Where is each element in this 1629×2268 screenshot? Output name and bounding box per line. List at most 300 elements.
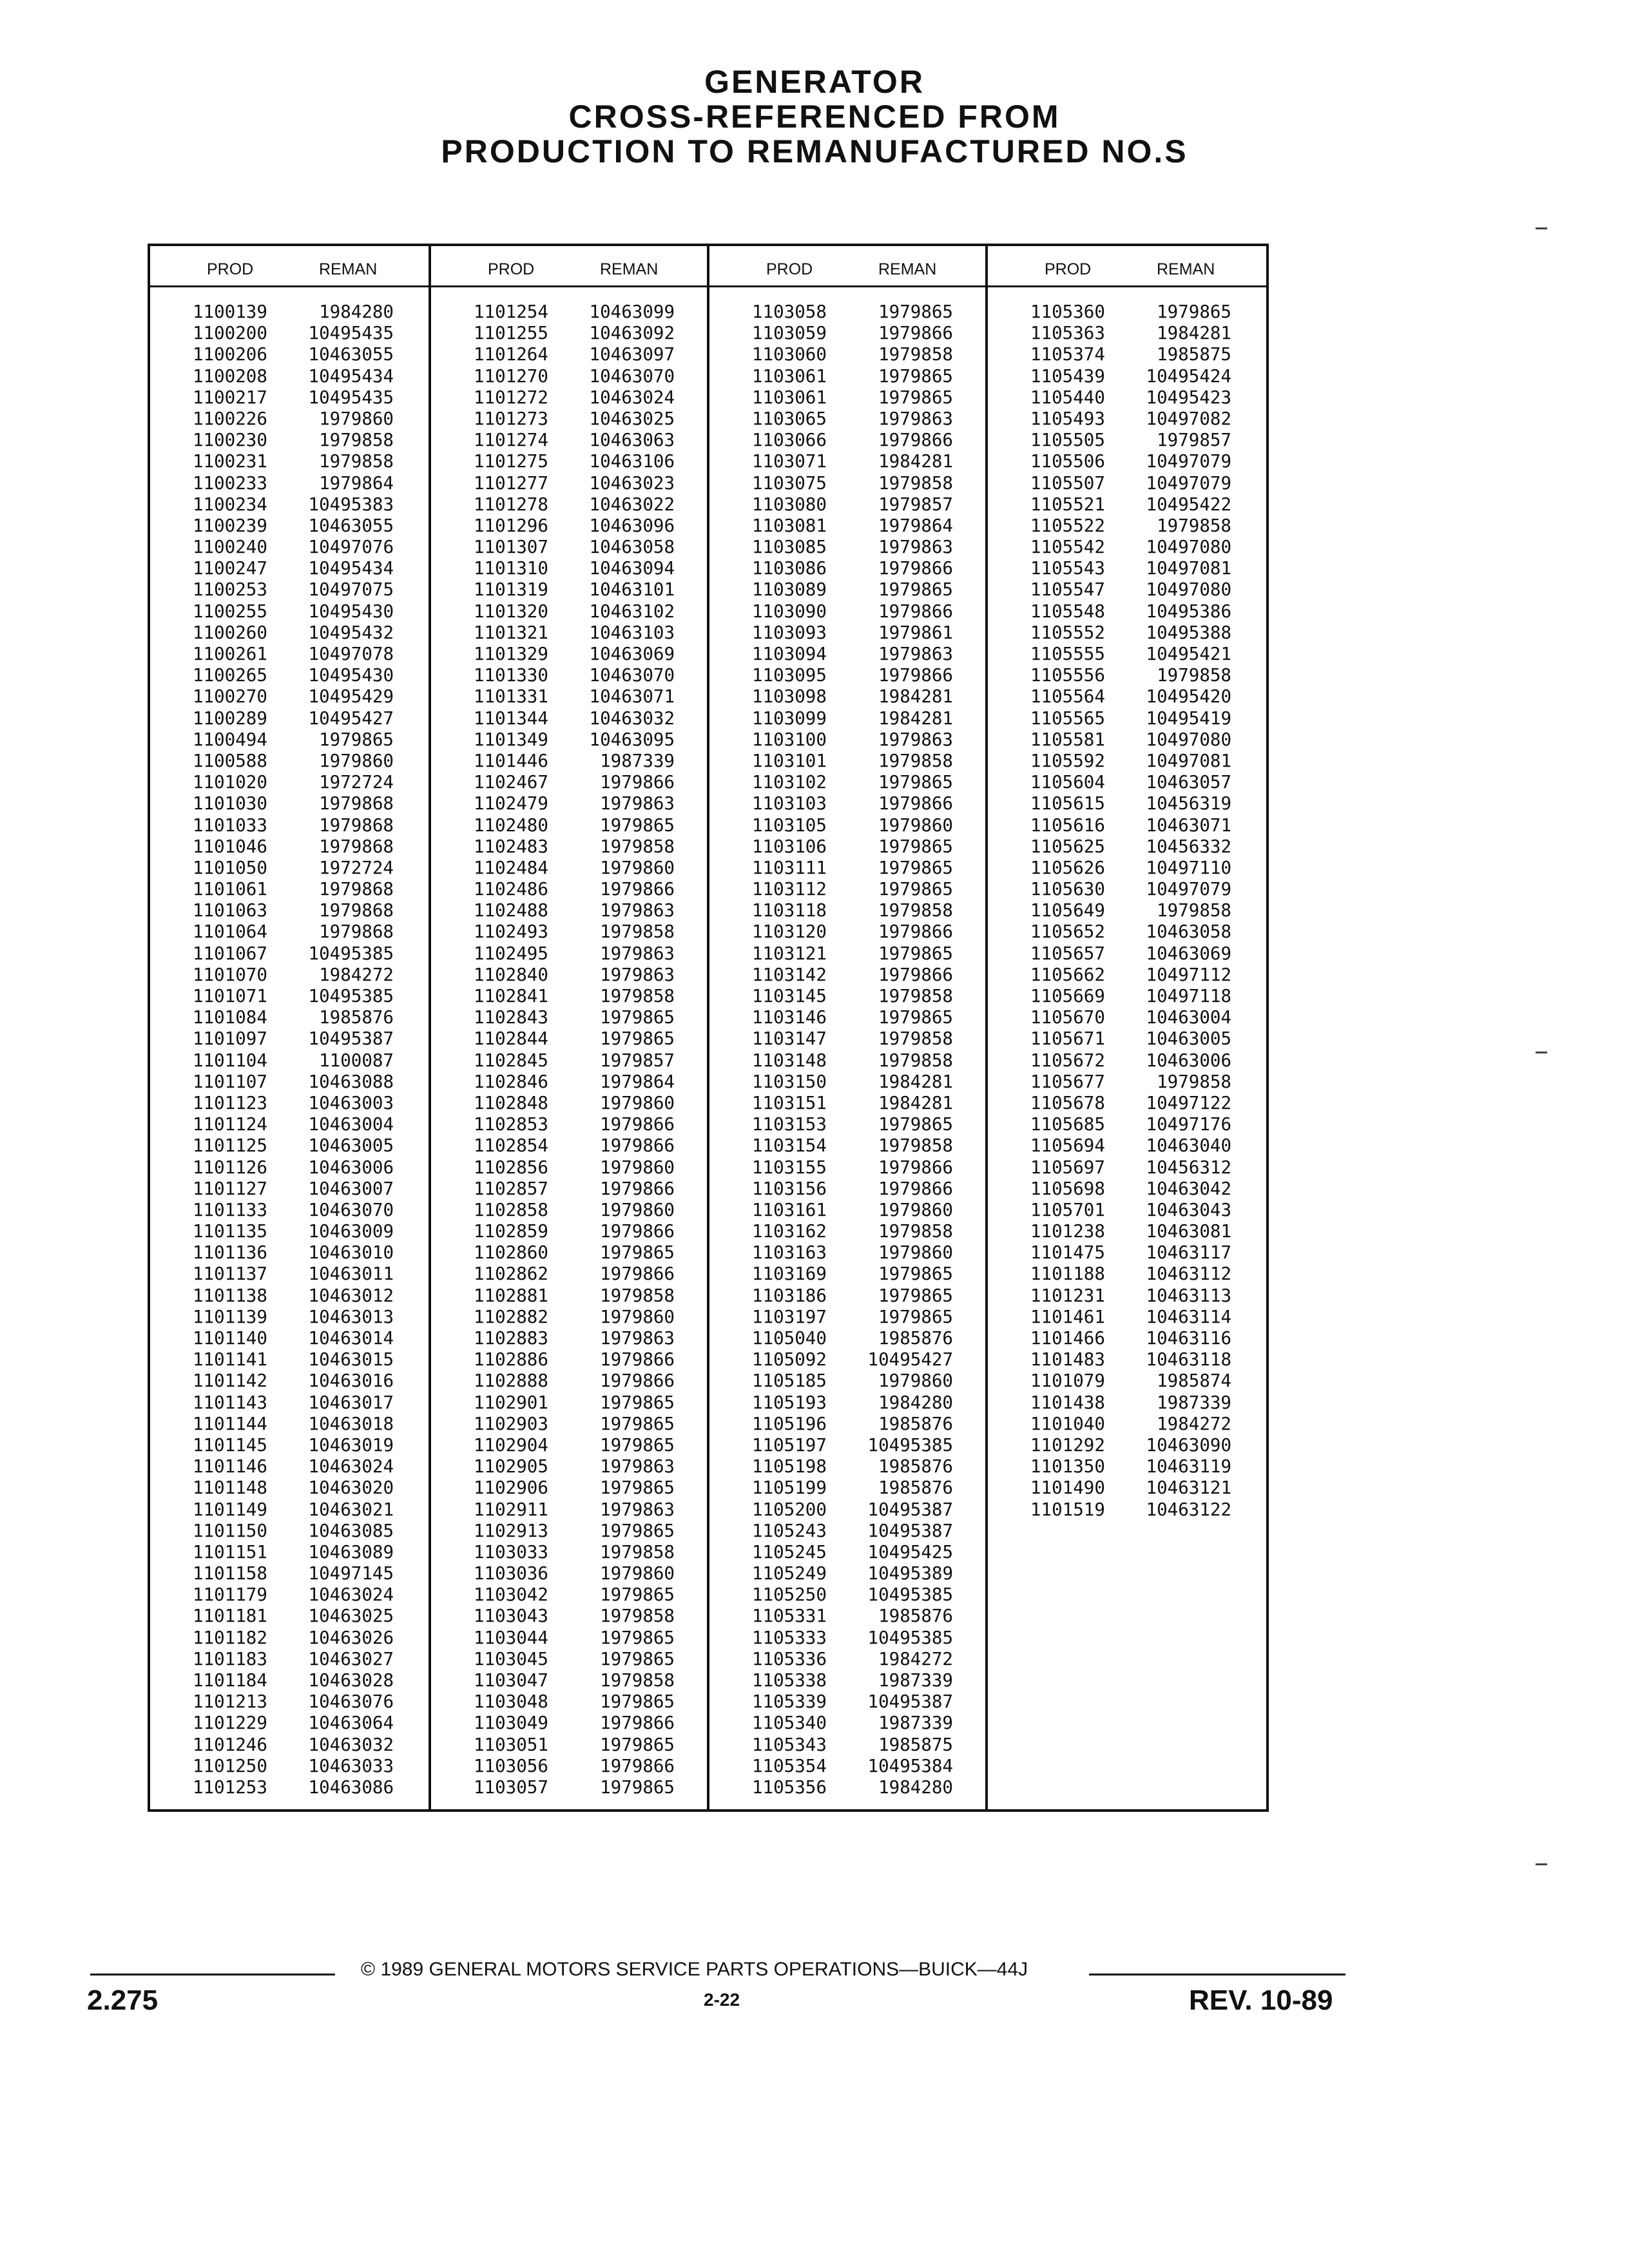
reman-number: 1985875 xyxy=(1157,344,1231,365)
reman-number: 10463055 xyxy=(308,344,394,365)
table-row xyxy=(431,1499,707,1521)
reman-number: 1979860 xyxy=(878,814,953,836)
prod-number: 1105670 xyxy=(1030,1007,1105,1028)
prod-number: 1103118 xyxy=(752,900,827,921)
reman-number: 1985876 xyxy=(878,1477,953,1499)
reman-number: 10463058 xyxy=(589,537,675,558)
prod-number: 1105507 xyxy=(1030,472,1105,494)
reman-number: 1979866 xyxy=(878,793,953,814)
reman-number: 1985876 xyxy=(319,1007,394,1028)
table-row xyxy=(709,1414,985,1435)
prod-number: 1101126 xyxy=(193,1157,267,1178)
table-row xyxy=(709,408,985,430)
prod-number: 1105592 xyxy=(1030,750,1105,771)
prod-number: 1101330 xyxy=(474,665,548,686)
table-row xyxy=(431,1563,707,1584)
reman-number: 10463003 xyxy=(308,1092,394,1113)
prod-number: 1102858 xyxy=(474,1199,548,1220)
table-row xyxy=(431,1456,707,1477)
prod-number: 1103098 xyxy=(752,686,827,707)
reman-number: 1979866 xyxy=(878,1178,953,1199)
reman-number: 10495385 xyxy=(308,943,394,964)
reman-number: 1979866 xyxy=(878,964,953,985)
prod-number: 1100265 xyxy=(193,665,267,686)
table-row xyxy=(709,601,985,622)
reman-number: 10495419 xyxy=(1146,707,1231,729)
table-row xyxy=(988,579,1266,601)
table-row xyxy=(988,1392,1266,1414)
reman-number: 10463011 xyxy=(308,1264,394,1285)
table-row xyxy=(150,1072,429,1093)
table-row xyxy=(988,430,1266,451)
reman-number: 10463013 xyxy=(308,1306,394,1327)
table-row xyxy=(709,1264,985,1285)
table-row xyxy=(988,965,1266,986)
table-row xyxy=(150,793,429,814)
prod-number: 1102903 xyxy=(474,1413,548,1434)
reman-number: 1979864 xyxy=(319,472,394,494)
reman-number: 10463040 xyxy=(1146,1135,1231,1157)
table-row xyxy=(431,537,707,558)
prod-number: 1101139 xyxy=(193,1306,267,1327)
table-row xyxy=(709,708,985,729)
prod-number: 1100270 xyxy=(193,686,267,707)
table-row xyxy=(988,836,1266,858)
footer-rule-left xyxy=(90,1974,335,1975)
prod-number: 1103147 xyxy=(752,1028,827,1050)
prod-number: 1105604 xyxy=(1030,772,1105,793)
table-row xyxy=(431,1606,707,1627)
reman-number: 1979865 xyxy=(1157,302,1231,322)
prod-number: 1103111 xyxy=(752,857,827,878)
reman-number: 10463088 xyxy=(308,1071,394,1092)
table-row xyxy=(150,302,429,323)
reman-number: 10463028 xyxy=(308,1670,394,1691)
table-row xyxy=(150,1435,429,1456)
prod-number: 1103186 xyxy=(752,1285,827,1306)
prod-number: 1101307 xyxy=(474,537,548,558)
reman-number: 1979858 xyxy=(600,921,675,943)
prod-number: 1103105 xyxy=(752,814,827,836)
table-row xyxy=(709,1135,985,1157)
footer-rule-right xyxy=(1089,1974,1345,1975)
reman-number: 10463122 xyxy=(1146,1499,1231,1520)
reman-number: 10463057 xyxy=(1146,772,1231,793)
table-row xyxy=(431,1178,707,1200)
prod-number: 1101127 xyxy=(193,1178,267,1199)
reman-number: 1979865 xyxy=(878,943,953,964)
prod-number: 1101254 xyxy=(474,302,548,322)
prod-number: 1101329 xyxy=(474,644,548,664)
prod-number: 1105662 xyxy=(1030,964,1105,985)
prod-number: 1105685 xyxy=(1030,1114,1105,1135)
prod-number: 1101483 xyxy=(1030,1349,1105,1370)
table-row xyxy=(709,986,985,1007)
table-row xyxy=(709,1563,985,1584)
prod-number: 1103081 xyxy=(752,515,827,536)
table-row xyxy=(431,1200,707,1221)
reman-number: 10463017 xyxy=(308,1392,394,1413)
prod-number: 1102483 xyxy=(474,836,548,857)
table-row xyxy=(150,1370,429,1392)
table-row xyxy=(988,1370,1266,1392)
reman-number: 10497122 xyxy=(1146,1092,1231,1113)
table-row xyxy=(709,451,985,472)
reman-number: 1979866 xyxy=(878,601,953,622)
prod-number: 1103042 xyxy=(474,1584,548,1606)
margin-tick xyxy=(1536,1052,1547,1053)
table-row xyxy=(150,943,429,965)
reman-number: 10463097 xyxy=(589,344,675,365)
table-row xyxy=(988,1414,1266,1435)
reman-number: 10463006 xyxy=(1146,1050,1231,1071)
prod-number: 1103106 xyxy=(752,836,827,857)
reman-number: 10495386 xyxy=(1146,601,1231,622)
header-reman: REMAN xyxy=(319,260,378,278)
table-row xyxy=(150,1307,429,1328)
prod-number: 1105543 xyxy=(1030,558,1105,579)
prod-number: 1101144 xyxy=(193,1413,267,1434)
table-row xyxy=(150,1584,429,1606)
reman-number: 1987339 xyxy=(878,1713,953,1734)
prod-number: 1101135 xyxy=(193,1221,267,1242)
table-row xyxy=(431,1542,707,1563)
table-row xyxy=(150,387,429,408)
reman-number: 1979857 xyxy=(878,494,953,515)
prod-number: 1101182 xyxy=(193,1627,267,1648)
table-column xyxy=(429,246,707,1809)
prod-number: 1105250 xyxy=(752,1584,827,1606)
reman-number: 1979858 xyxy=(878,1221,953,1242)
prod-number: 1105506 xyxy=(1030,451,1105,472)
reman-number: 1979858 xyxy=(878,1135,953,1157)
reman-number: 10463101 xyxy=(589,579,675,601)
prod-number: 1101137 xyxy=(193,1264,267,1285)
table-row xyxy=(709,1606,985,1627)
table-row xyxy=(150,921,429,943)
table-row xyxy=(150,879,429,900)
reman-number: 10463025 xyxy=(308,1606,394,1627)
table-row xyxy=(150,1670,429,1691)
prod-number: 1105440 xyxy=(1030,387,1105,408)
table-row xyxy=(709,1157,985,1178)
prod-number: 1101079 xyxy=(1030,1370,1105,1392)
prod-number: 1105339 xyxy=(752,1691,827,1713)
table-row xyxy=(709,1670,985,1691)
prod-number: 1100289 xyxy=(193,707,267,729)
table-row xyxy=(431,1157,707,1178)
reman-number: 1972724 xyxy=(319,857,394,878)
table-row xyxy=(709,1349,985,1370)
prod-number: 1100239 xyxy=(193,515,267,536)
prod-number: 1105197 xyxy=(752,1434,827,1456)
table-row xyxy=(150,1007,429,1028)
table-row xyxy=(431,793,707,814)
prod-number: 1105694 xyxy=(1030,1135,1105,1157)
prod-number: 1102484 xyxy=(474,857,548,878)
prod-number: 1100231 xyxy=(193,451,267,472)
table-row xyxy=(431,1628,707,1649)
reman-number: 1979858 xyxy=(600,836,675,857)
reman-number: 10497080 xyxy=(1146,537,1231,558)
prod-number: 1102906 xyxy=(474,1477,548,1499)
reman-number: 10463010 xyxy=(308,1242,394,1264)
prod-number: 1103162 xyxy=(752,1221,827,1242)
table-row xyxy=(150,815,429,836)
reman-number: 10495421 xyxy=(1146,644,1231,664)
reman-number: 1979865 xyxy=(600,1413,675,1434)
table-row xyxy=(988,323,1266,344)
prod-number: 1101124 xyxy=(193,1114,267,1135)
prod-number: 1101150 xyxy=(193,1520,267,1541)
table-row xyxy=(431,1584,707,1606)
table-row xyxy=(431,622,707,644)
table-row xyxy=(431,1670,707,1691)
reman-number: 10495424 xyxy=(1146,365,1231,387)
reman-number: 1979865 xyxy=(600,1584,675,1606)
reman-number: 1979863 xyxy=(600,793,675,814)
reman-number: 1979866 xyxy=(878,921,953,943)
reman-number: 1979865 xyxy=(878,879,953,900)
footer-sub-page: 2-22 xyxy=(704,1990,740,2010)
table-row xyxy=(150,1242,429,1264)
table-row xyxy=(431,1242,707,1264)
reman-number: 1979864 xyxy=(600,1071,675,1092)
reman-number: 10463076 xyxy=(308,1691,394,1713)
title-line-3: PRODUCTION TO REMANUFACTURED NO.S xyxy=(441,133,1188,169)
prod-number: 1105199 xyxy=(752,1477,827,1499)
prod-number: 1105625 xyxy=(1030,836,1105,857)
prod-number: 1103060 xyxy=(752,344,827,365)
reman-number: 10463016 xyxy=(308,1370,394,1392)
reman-number: 1979865 xyxy=(878,1114,953,1135)
reman-number: 1984280 xyxy=(878,1776,953,1798)
reman-number: 10497118 xyxy=(1146,986,1231,1006)
reman-number: 1979865 xyxy=(600,1242,675,1264)
reman-number: 1979865 xyxy=(878,302,953,322)
table-row xyxy=(709,1242,985,1264)
prod-number: 1101519 xyxy=(1030,1499,1105,1520)
table-row xyxy=(709,366,985,387)
prod-number: 1105669 xyxy=(1030,986,1105,1006)
prod-number: 1102882 xyxy=(474,1306,548,1327)
reman-number: 1979860 xyxy=(878,1242,953,1264)
table-row xyxy=(709,323,985,344)
prod-number: 1103099 xyxy=(752,707,827,729)
prod-number: 1105698 xyxy=(1030,1178,1105,1199)
prod-number: 1101070 xyxy=(193,964,267,985)
prod-number: 1101142 xyxy=(193,1370,267,1392)
table-row xyxy=(150,1649,429,1670)
table-row xyxy=(988,858,1266,879)
table-row xyxy=(709,1200,985,1221)
prod-number: 1103061 xyxy=(752,387,827,408)
prod-number: 1101466 xyxy=(1030,1328,1105,1349)
prod-number: 1101292 xyxy=(1030,1434,1105,1456)
prod-number: 1105672 xyxy=(1030,1050,1105,1071)
prod-number: 1102467 xyxy=(474,772,548,793)
table-row xyxy=(431,665,707,686)
reman-number: 1979858 xyxy=(1157,665,1231,686)
reman-number: 1984281 xyxy=(878,707,953,729)
table-row xyxy=(431,1414,707,1435)
reman-number: 10463071 xyxy=(589,686,675,707)
reman-number: 10463071 xyxy=(1146,814,1231,836)
prod-number: 1105198 xyxy=(752,1456,827,1477)
reman-number: 1979857 xyxy=(600,1050,675,1071)
prod-number: 1101183 xyxy=(193,1648,267,1669)
prod-number: 1105552 xyxy=(1030,622,1105,643)
reman-number: 10463089 xyxy=(308,1541,394,1562)
table-row xyxy=(431,430,707,451)
table-row xyxy=(431,836,707,858)
reman-number: 1979858 xyxy=(878,1028,953,1050)
table-row xyxy=(709,430,985,451)
reman-number: 1979860 xyxy=(878,1370,953,1392)
reman-number: 1979865 xyxy=(600,1028,675,1050)
table-row xyxy=(431,858,707,879)
title-line-2: CROSS-REFERENCED FROM xyxy=(568,99,1061,135)
prod-number: 1101331 xyxy=(474,686,548,707)
reman-number: 1979863 xyxy=(878,537,953,558)
prod-number: 1103044 xyxy=(474,1627,548,1648)
table-row xyxy=(988,344,1266,365)
reman-number: 10495384 xyxy=(867,1755,953,1776)
header-reman: REMAN xyxy=(600,260,659,278)
header-reman: REMAN xyxy=(1157,260,1215,278)
reman-number: 1979861 xyxy=(878,622,953,643)
table-row xyxy=(709,836,985,858)
reman-number: 1979866 xyxy=(878,430,953,451)
prod-number: 1105439 xyxy=(1030,365,1105,387)
prod-number: 1105343 xyxy=(752,1734,827,1755)
reman-number: 1979866 xyxy=(600,1349,675,1370)
reman-number: 10463064 xyxy=(308,1713,394,1734)
prod-number: 1102495 xyxy=(474,943,548,964)
table-row xyxy=(431,1392,707,1414)
prod-number: 1105555 xyxy=(1030,644,1105,664)
table-row xyxy=(709,1050,985,1072)
prod-number: 1105630 xyxy=(1030,879,1105,900)
table-row xyxy=(150,1691,429,1713)
table-row xyxy=(431,644,707,665)
reman-number: 10495385 xyxy=(867,1434,953,1456)
reman-number: 10463119 xyxy=(1146,1456,1231,1477)
prod-number: 1101145 xyxy=(193,1434,267,1456)
reman-number: 1979858 xyxy=(878,986,953,1006)
prod-number: 1103154 xyxy=(752,1135,827,1157)
table-row xyxy=(431,1735,707,1756)
table-row xyxy=(709,387,985,408)
prod-number: 1105340 xyxy=(752,1713,827,1734)
prod-number: 1105521 xyxy=(1030,494,1105,515)
reman-number: 10497081 xyxy=(1146,750,1231,771)
table-row xyxy=(431,708,707,729)
prod-number: 1103101 xyxy=(752,750,827,771)
table-row xyxy=(709,579,985,601)
reman-number: 10463025 xyxy=(589,408,675,429)
prod-number: 1102888 xyxy=(474,1370,548,1392)
prod-number: 1100494 xyxy=(193,729,267,750)
table-row xyxy=(431,579,707,601)
table-row xyxy=(709,686,985,707)
reman-number: 1979865 xyxy=(878,836,953,857)
reman-number: 10463005 xyxy=(308,1135,394,1157)
table-row xyxy=(431,1028,707,1050)
prod-number: 1102841 xyxy=(474,986,548,1006)
prod-number: 1101158 xyxy=(193,1563,267,1584)
column-header xyxy=(709,246,985,287)
table-row xyxy=(431,366,707,387)
prod-number: 1101321 xyxy=(474,622,548,643)
table-row xyxy=(988,1499,1266,1521)
prod-number: 1105363 xyxy=(1030,323,1105,344)
prod-number: 1101278 xyxy=(474,494,548,515)
reman-number: 10456332 xyxy=(1146,836,1231,857)
prod-number: 1101063 xyxy=(193,900,267,921)
reman-number: 10495388 xyxy=(1146,622,1231,643)
prod-number: 1103093 xyxy=(752,622,827,643)
reman-number: 10497176 xyxy=(1146,1114,1231,1135)
table-row xyxy=(431,1777,707,1798)
table-row xyxy=(988,708,1266,729)
table-row xyxy=(709,1777,985,1798)
column-header xyxy=(988,246,1266,287)
prod-number: 1102479 xyxy=(474,793,548,814)
reman-number: 1979865 xyxy=(319,729,394,750)
table-row xyxy=(431,986,707,1007)
reman-number: 10497079 xyxy=(1146,472,1231,494)
reman-number: 1979865 xyxy=(878,387,953,408)
prod-number: 1103065 xyxy=(752,408,827,429)
prod-number: 1101104 xyxy=(193,1050,267,1071)
reman-number: 10463007 xyxy=(308,1178,394,1199)
table-row xyxy=(431,1285,707,1307)
reman-number: 1979865 xyxy=(600,1627,675,1648)
reman-number: 1979860 xyxy=(878,1199,953,1220)
prod-number: 1105581 xyxy=(1030,729,1105,750)
reman-number: 1979858 xyxy=(878,1050,953,1071)
prod-number: 1103075 xyxy=(752,472,827,494)
reman-number: 10463114 xyxy=(1146,1306,1231,1327)
reman-number: 10497079 xyxy=(1146,451,1231,472)
table-row xyxy=(988,1178,1266,1200)
prod-number: 1102493 xyxy=(474,921,548,943)
table-row xyxy=(150,1499,429,1521)
reman-number: 1979863 xyxy=(600,1328,675,1349)
reman-number: 1979865 xyxy=(600,1776,675,1798)
reman-number: 1979866 xyxy=(600,1713,675,1734)
reman-number: 10495422 xyxy=(1146,494,1231,515)
table-row xyxy=(431,772,707,793)
page-number: 2.275 xyxy=(87,1984,159,2016)
reman-number: 1979865 xyxy=(600,1734,675,1755)
table-row xyxy=(709,494,985,515)
prod-number: 1103051 xyxy=(474,1734,548,1755)
table-row xyxy=(150,515,429,537)
prod-number: 1102901 xyxy=(474,1392,548,1413)
table-row xyxy=(150,1264,429,1285)
prod-number: 1101138 xyxy=(193,1285,267,1306)
prod-number: 1105565 xyxy=(1030,707,1105,729)
reman-number: 10463043 xyxy=(1146,1199,1231,1220)
table-row xyxy=(709,558,985,579)
table-row xyxy=(709,879,985,900)
prod-number: 1101143 xyxy=(193,1392,267,1413)
reman-number: 10463070 xyxy=(589,365,675,387)
prod-number: 1103151 xyxy=(752,1092,827,1113)
prod-number: 1102881 xyxy=(474,1285,548,1306)
